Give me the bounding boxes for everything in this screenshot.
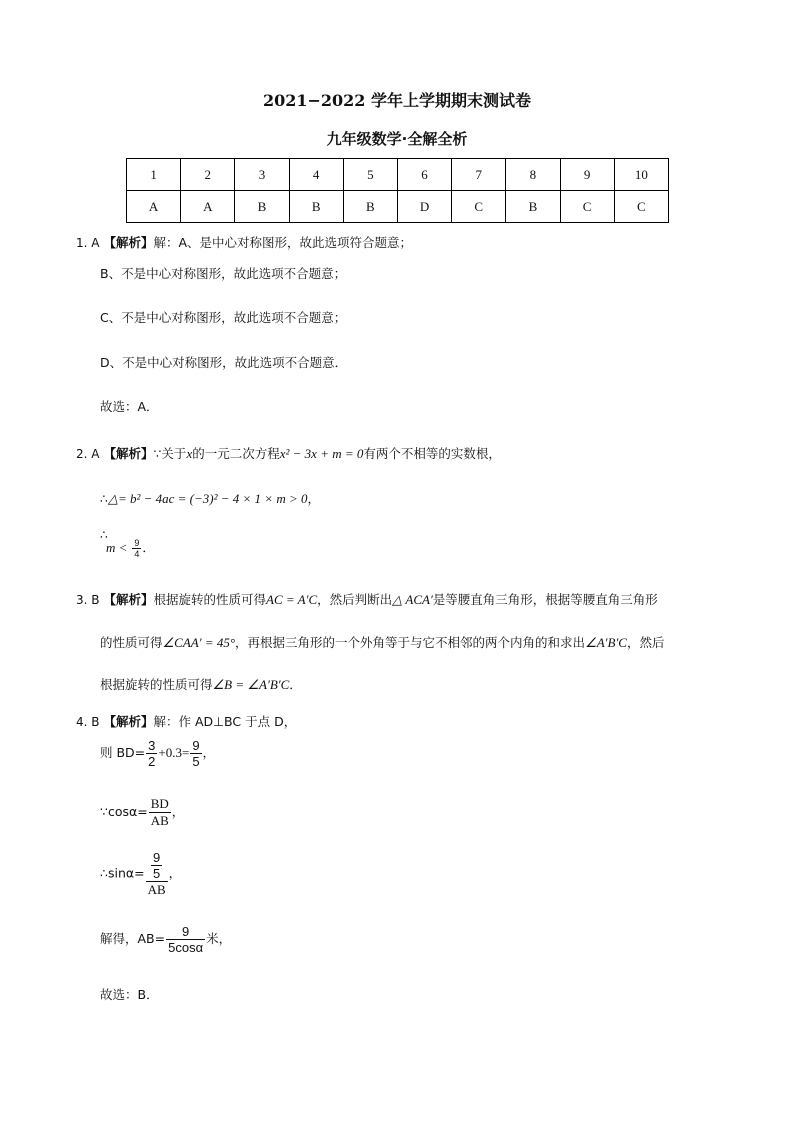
q4-bd-line (100, 738, 215, 769)
q4-text: ∵cosα= (100, 804, 148, 819)
fraction-denominator: AB (150, 813, 169, 828)
q3-text: ，再根据三角形的一个外角等于与它不相邻的两个内角的和求出 (235, 635, 586, 650)
table-cell: 2 (181, 159, 235, 191)
q3-line-1 (76, 590, 658, 608)
fraction-denominator: 2 (148, 754, 156, 769)
answer-table (126, 158, 669, 223)
table-cell: 9 (560, 159, 614, 191)
table-cell: 5 (343, 159, 397, 191)
q2-equation: x² − 3x + m = 0 (279, 446, 364, 461)
q3-text: ，然后判断出 (317, 592, 393, 607)
q4-text: 解：作 AD⊥BC 于点 D， (153, 714, 297, 729)
table-cell: 8 (506, 159, 560, 191)
therefore-symbol: ∴ (100, 491, 108, 506)
q3-math: AC = A′C (266, 592, 318, 607)
table-cell: B (343, 191, 397, 223)
q4-text: ∴sinα= (100, 865, 145, 881)
table-cell: 7 (452, 159, 506, 191)
q3-analysis-tag: 【解析】 (103, 592, 154, 607)
q4-conclusion: 故选：B． (100, 987, 159, 1002)
q4-sin-line (100, 850, 181, 898)
q1-line-1 (76, 233, 412, 251)
q4-text: ， (171, 804, 185, 819)
fraction-denominator: 4 (134, 549, 140, 559)
q4-text: 解得，AB= (100, 931, 166, 946)
q3-text: 是等腰直角三角形，根据等腰直角三角形 (432, 592, 658, 607)
q2-result (106, 538, 155, 559)
fraction-denominator: 5 (152, 866, 161, 881)
q4-label: 4. B (76, 715, 100, 729)
q1-line-2: B、不是中心对称图形，故此选项不合题意； (100, 266, 347, 281)
q3-line-3 (100, 675, 302, 693)
q3-math: △ ACA′ (392, 592, 433, 607)
fraction-numerator: 9 (152, 850, 161, 865)
q2-analysis-tag: 【解析】 (103, 446, 154, 461)
table-cell: 6 (397, 159, 451, 191)
q3-text: 的性质可得 (100, 635, 163, 650)
q1-text: 解：A、是中心对称图形，故此选项符合题意； (153, 235, 413, 250)
q2-line-1 (76, 444, 501, 462)
table-cell: 3 (235, 159, 289, 191)
fraction-numerator: 9 (134, 538, 140, 548)
q3-text: ，然后 (626, 635, 665, 650)
q3-text: 根据旋转的性质可得 (153, 592, 267, 607)
table-cell: D (397, 191, 451, 223)
fraction-numerator: 3 (148, 738, 156, 753)
q4-text: 则 BD= (100, 745, 146, 760)
q2-text: 有两个不相等的实数根， (363, 446, 501, 461)
q1-line-3: C、不是中心对称图形，故此选项不合题意； (100, 310, 347, 325)
table-cell: A (127, 191, 181, 223)
fraction-denominator: 5cosα (168, 940, 204, 955)
table-cell: 4 (289, 159, 343, 191)
q1-analysis-tag: 【解析】 (103, 235, 154, 250)
q2-discriminant: △= b² − 4ac = (−3)² − 4 × 1 × m > 0 (107, 491, 308, 506)
table-cell: B (235, 191, 289, 223)
q2-result-lhs: m < (106, 540, 128, 555)
fraction-numerator: 9 (181, 924, 190, 939)
q3-math: ∠CAA′ = 45° (162, 635, 236, 650)
table-cell: C (560, 191, 614, 223)
table-cell: 10 (614, 159, 668, 191)
q3-text: 根据旋转的性质可得 (100, 677, 213, 692)
q4-analysis-tag: 【解析】 (103, 714, 154, 729)
q4-inner-fraction (151, 850, 162, 881)
q2-text: ∵关于 (153, 446, 187, 461)
q2-text: 的一元二次方程 (192, 446, 280, 461)
page-title: 2021−2022 学年上学期期末测试卷 (262, 91, 532, 110)
q2-fraction (132, 538, 141, 559)
q4-line-1 (76, 712, 296, 730)
q4-fraction (166, 924, 205, 955)
q2-line-3-prefix: ∴ (100, 527, 108, 542)
q1-conclusion: 故选：A． (100, 399, 159, 414)
q4-text: +0.3= (158, 745, 190, 760)
q4-text: ， (168, 865, 182, 881)
q4-cos-line (100, 796, 184, 829)
table-cell: A (181, 191, 235, 223)
page-subtitle: 九年级数学·全解全析 (326, 130, 468, 148)
fraction-denominator: 5 (192, 754, 200, 769)
q2-variable: x (186, 446, 193, 461)
q4-fraction (146, 738, 157, 769)
fraction-numerator: BD (150, 796, 169, 811)
answer-table-number-row (127, 159, 669, 191)
answer-table-answer-row (127, 191, 669, 223)
fraction-numerator (146, 850, 168, 881)
q3-math: ∠B = ∠A′B′C (212, 677, 290, 692)
q2-line-2 (100, 489, 320, 507)
q1-line-4: D、不是中心对称图形，故此选项不合题意． (100, 355, 348, 370)
table-cell: C (452, 191, 506, 223)
table-cell: B (289, 191, 343, 223)
q4-text: ， (202, 745, 216, 760)
q4-ab-line (100, 924, 231, 955)
q1-label: 1. A (76, 236, 100, 250)
q4-fraction (149, 796, 171, 829)
q3-text: ． (289, 677, 302, 692)
fraction-denominator: AB (147, 882, 166, 897)
fraction-numerator: 9 (192, 738, 200, 753)
q3-label: 3. B (76, 593, 100, 607)
table-cell: C (614, 191, 668, 223)
table-cell: 1 (127, 159, 181, 191)
table-cell: B (506, 191, 560, 223)
q2-text: ． (142, 540, 155, 555)
q3-line-2 (100, 633, 664, 651)
q4-fraction (190, 738, 201, 769)
q2-text: ， (307, 491, 321, 506)
q2-label: 2. A (76, 447, 100, 461)
q4-text: 米， (206, 931, 232, 946)
q3-math: ∠A′B′C (585, 635, 627, 650)
q4-compound-fraction (146, 850, 168, 898)
